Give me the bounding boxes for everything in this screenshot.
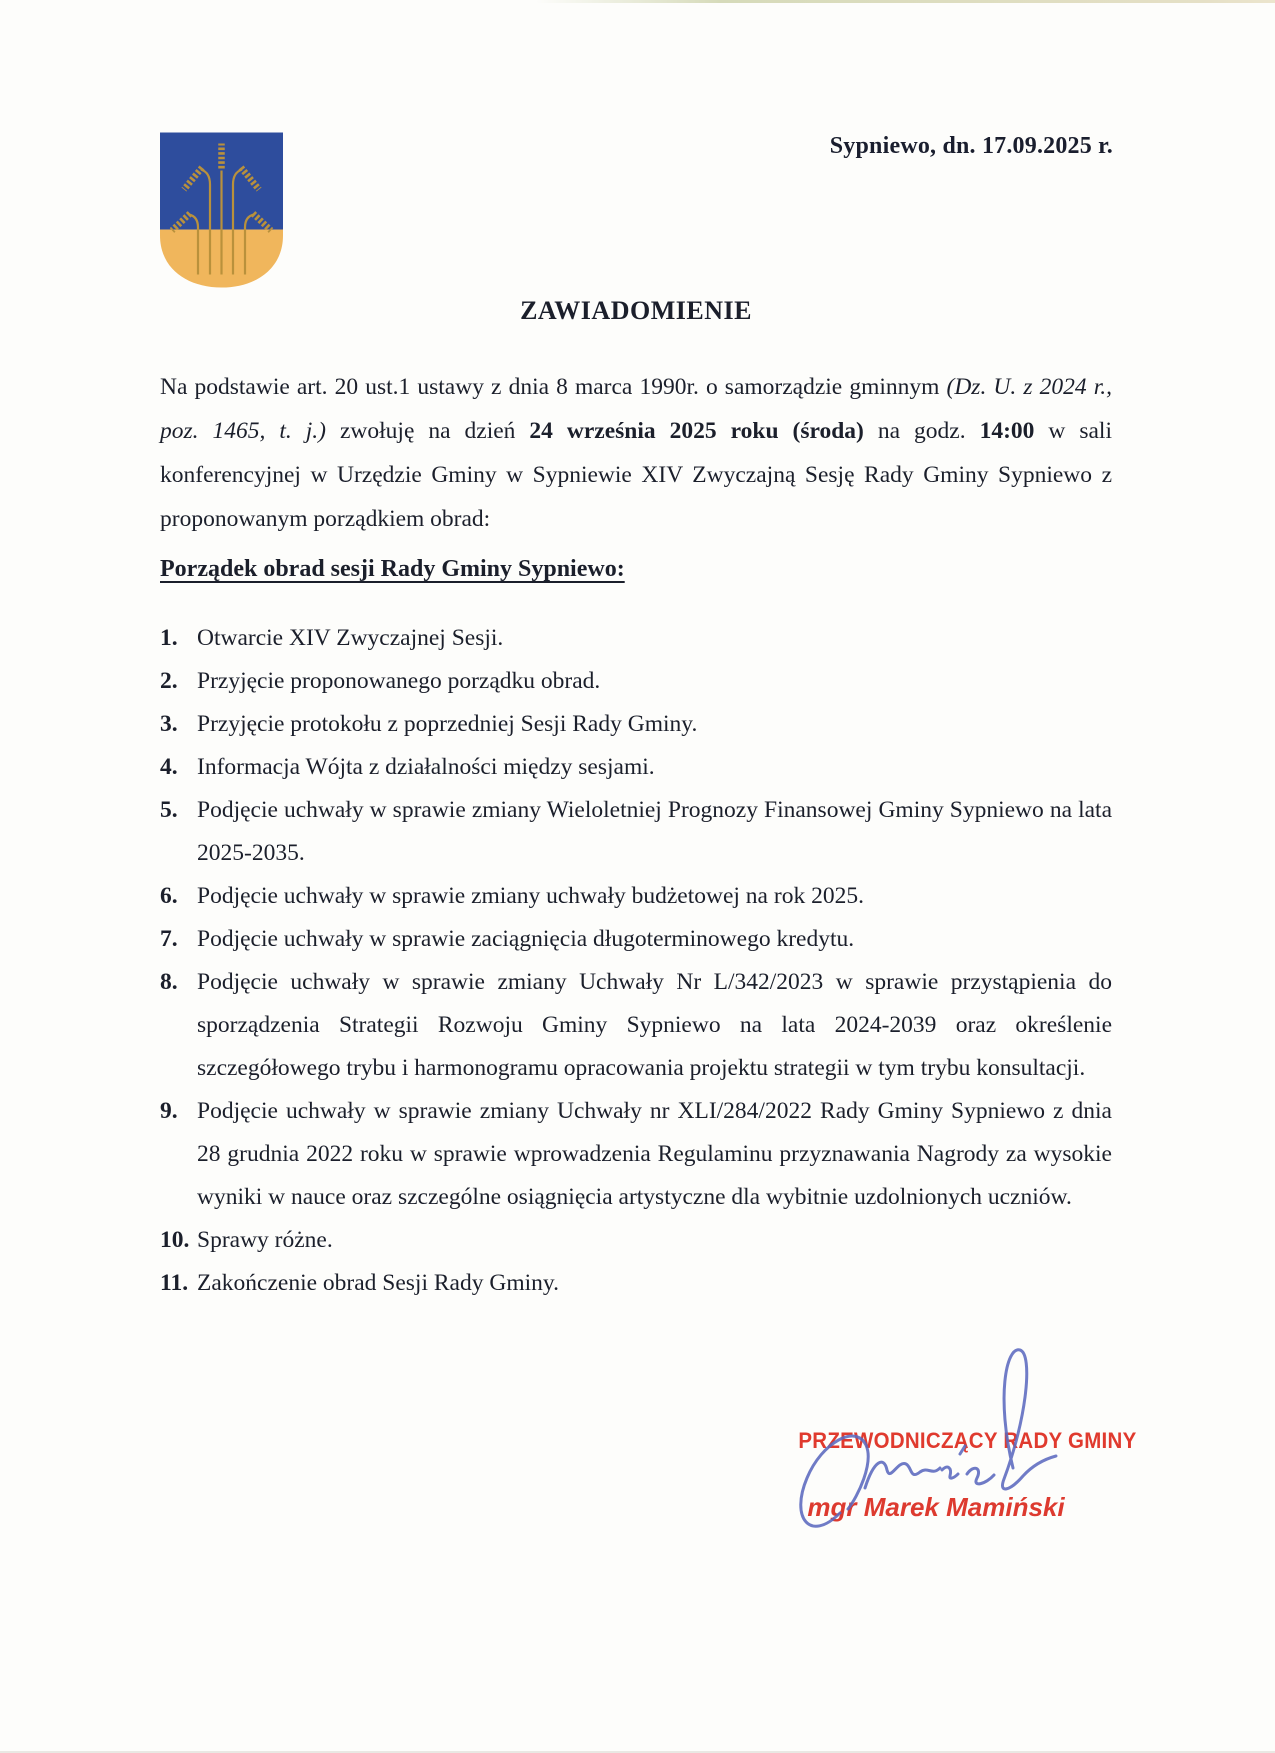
document-title: ZAWIADOMIENIE xyxy=(520,296,752,325)
agenda-item-number: 11. xyxy=(160,1270,189,1296)
intro-segment: na godz. xyxy=(863,417,980,444)
agenda-item-text: Otwarcie XIV Zwyczajnej Sesji. xyxy=(197,625,504,651)
agenda-item-number: 1. xyxy=(160,625,178,651)
agenda-item-text: Podjęcie uchwały w sprawie zaciągnięcia długoterminowego kredytu. xyxy=(197,926,855,952)
agenda-item xyxy=(160,961,1112,1090)
intro-segment: zwołuję na dzień xyxy=(326,417,530,444)
agenda-heading: Porządek obrad sesji Rady Gminy Sypniewo: xyxy=(160,556,625,582)
agenda-item-number: 3. xyxy=(160,711,178,737)
agenda-item xyxy=(160,1219,1112,1262)
agenda-item xyxy=(160,789,1112,875)
intro-segment: 24 września 2025 roku (środa) xyxy=(529,417,864,444)
agenda-item xyxy=(160,617,1112,660)
agenda-item-text: Sprawy różne. xyxy=(197,1227,333,1253)
agenda-item-number: 7. xyxy=(160,926,178,952)
agenda-item xyxy=(160,746,1112,789)
agenda-item-text: Informacja Wójta z działalności między sesjami. xyxy=(197,754,655,780)
scan-artifact-line xyxy=(536,0,1275,3)
agenda-list xyxy=(160,617,1112,1305)
agenda-item-text: Podjęcie uchwały w sprawie zmiany Wieloletniej Prognozy Finansowej Gminy Sypniewo na lata 2025-2035. xyxy=(197,797,1112,866)
intro-segment: w sali konferencyjnej w Urzędzie Gminy w Sypniewie XIV Zwyczajną Sesję Rady Gminy Sypniewo z proponowanym porządkiem obrad: xyxy=(160,417,1112,532)
agenda-item-number: 8. xyxy=(160,969,178,995)
agenda-item-number: 10. xyxy=(160,1227,190,1253)
agenda-item xyxy=(160,703,1112,746)
document-date: Sypniewo, dn. 17.09.2025 r. xyxy=(829,133,1113,159)
agenda-item-number: 6. xyxy=(160,883,178,909)
agenda-item-text: Przyjęcie protokołu z poprzedniej Sesji Rady Gminy. xyxy=(197,711,698,737)
agenda-item-number: 4. xyxy=(160,754,178,780)
handwritten-signature xyxy=(770,1318,1137,1548)
intro-segment: 14:00 xyxy=(979,417,1035,444)
intro-segment: (Dz. U. z 2024 r., poz. 1465, t. j.) xyxy=(160,373,1112,444)
agenda-item-text: Zakończenie obrad Sesji Rady Gminy. xyxy=(197,1270,559,1296)
intro-segment: Na podstawie art. 20 ust.1 ustawy z dnia 8 marca 1990r. o samorządzie gminnym xyxy=(160,373,947,400)
agenda-item-number: 2. xyxy=(160,668,178,694)
agenda-item-number: 5. xyxy=(160,797,178,823)
intro-paragraph xyxy=(160,365,1112,541)
coat-of-arms-sypniewo xyxy=(160,132,283,288)
agenda-item-text: Podjęcie uchwały w sprawie zmiany uchwały budżetowej na rok 2025. xyxy=(197,883,864,909)
agenda-item-text: Przyjęcie proponowanego porządku obrad. xyxy=(197,668,601,694)
agenda-item xyxy=(160,918,1112,961)
chairman-stamp-title: PRZEWODNICZĄCY RADY GMINY xyxy=(798,1428,1137,1453)
agenda-item-text: Podjęcie uchwały w sprawie zmiany Uchwały Nr L/342/2023 w sprawie przystąpienia do sporządzenia Strategii Rozwoju Gminy Sypniewo na lata 2024-2039 oraz określenie szczegółowego trybu i harmonogramu opracowania projektu strategii w tym trybu konsultacji. xyxy=(197,969,1112,1081)
agenda-item xyxy=(160,875,1112,918)
agenda-item xyxy=(160,1262,1112,1305)
agenda-item-number: 9. xyxy=(160,1098,178,1124)
chairman-stamp-name: mgr Marek Mamiński xyxy=(807,1492,1065,1522)
agenda-item xyxy=(160,660,1112,703)
agenda-item xyxy=(160,1090,1112,1219)
agenda-item-text: Podjęcie uchwały w sprawie zmiany Uchwały nr XLI/284/2022 Rady Gminy Sypniewo z dnia 28 grudnia 2022 roku w sprawie wprowadzenia Regulaminu przyznawania Nagrody za wysokie wyniki w nauce oraz szczególne osiągnięcia artystyczne dla wybitnie uzdolnionych uczniów. xyxy=(197,1098,1112,1210)
